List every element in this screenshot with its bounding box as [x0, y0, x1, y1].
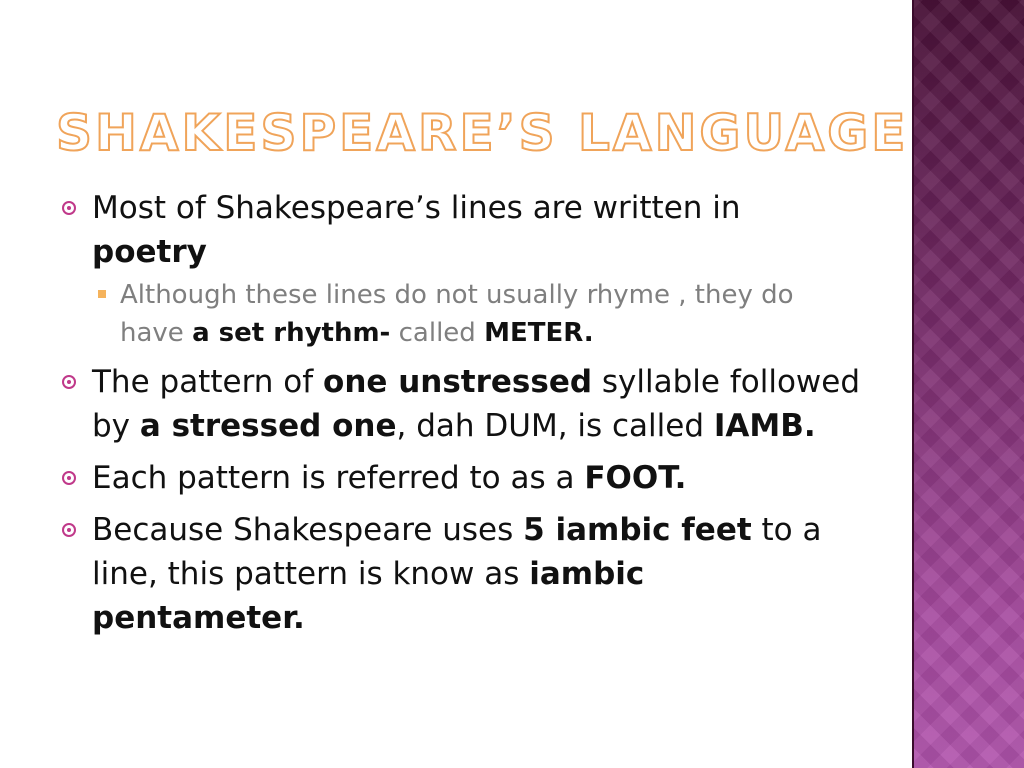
bullet-item-iamb [62, 360, 862, 448]
bullet-item-pentameter [62, 508, 862, 640]
bullet-text: Because Shakespeare uses [92, 512, 524, 548]
sub-bullet-text: called [390, 318, 485, 348]
sub-bullet-item-meter [92, 276, 862, 352]
circled-dot-bullet-icon [62, 201, 76, 215]
slide-content [62, 186, 862, 640]
decorative-sidebar [912, 0, 1024, 768]
bullet-bold-text: iambic pentameter. [92, 556, 645, 636]
bullet-bold-text: IAMB. [713, 408, 816, 444]
bullet-bold-text: 5 iambic feet [523, 512, 752, 548]
bullet-bold-text: one unstressed [323, 364, 593, 400]
circled-dot-bullet-icon [62, 523, 76, 537]
sub-bullet-text: Although these lines do not usually rhyme , they do have [120, 280, 794, 348]
bullet-bold-text: a stressed one [139, 408, 397, 444]
bullet-item-foot [62, 456, 862, 500]
bullet-bold-text: FOOT. [584, 460, 687, 496]
bullet-text: Each pattern is referred to as a [92, 460, 585, 496]
bullet-bold-text: poetry [92, 234, 207, 270]
bullet-text: The pattern of [92, 364, 324, 400]
bullet-text: Most of Shakespeare’s lines are written in [92, 190, 741, 226]
slide-title: SHAKESPEARE’S LANGUAGE [56, 104, 909, 162]
sub-bullet-bold-text: METER. [484, 318, 594, 348]
square-bullet-icon [98, 290, 106, 298]
bullet-text: syllable followed by [92, 364, 861, 444]
bullet-item-poetry [62, 186, 862, 274]
circled-dot-bullet-icon [62, 375, 76, 389]
circled-dot-bullet-icon [62, 471, 76, 485]
bullet-text: , dah DUM, is called [396, 408, 714, 444]
bullet-text: to a line, this pattern is know as [92, 512, 822, 592]
sub-bullet-bold-text: a set rhythm- [192, 318, 391, 348]
